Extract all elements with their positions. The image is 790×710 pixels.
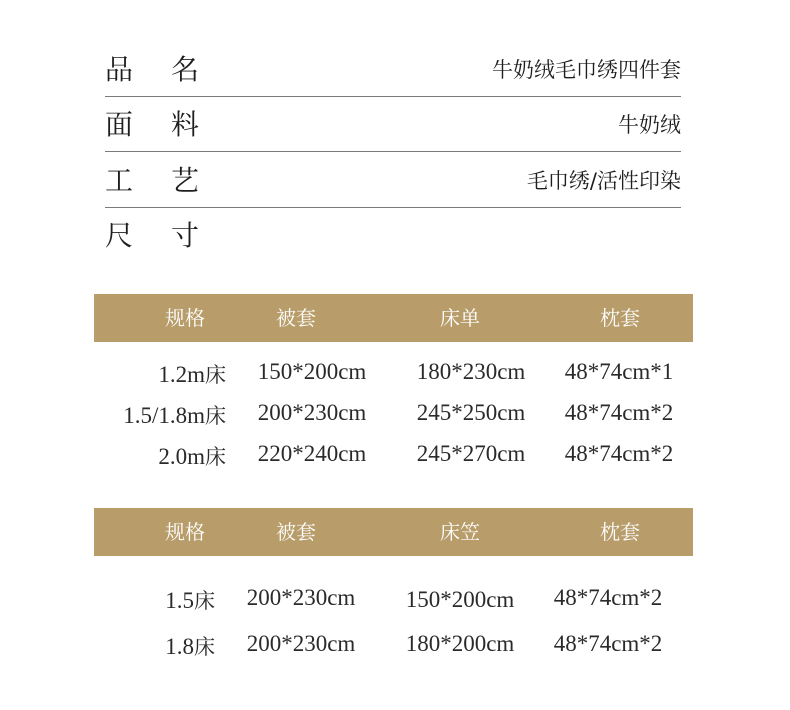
spec-row-fabric bbox=[105, 95, 681, 152]
spec-label-char: 寸 bbox=[171, 219, 200, 252]
spec-value: 毛巾绣/活性印染 bbox=[526, 169, 681, 193]
table1-pillow-cell: 48*74cm*1 bbox=[564, 359, 674, 384]
size-number: 1.5/1.8m bbox=[123, 403, 205, 428]
size-unit: 床 bbox=[205, 363, 226, 387]
table1-size-cell bbox=[158, 441, 226, 471]
size-number: 1.5 bbox=[165, 588, 194, 613]
spec-value: 牛奶绒 bbox=[618, 113, 681, 137]
spec-label-char: 艺 bbox=[171, 164, 200, 197]
table2-fitted-sheet-cell: 180*200cm bbox=[405, 631, 515, 656]
spec-label bbox=[105, 48, 200, 88]
table1-sheet-cell: 180*230cm bbox=[416, 359, 526, 384]
spec-row-size bbox=[105, 206, 681, 262]
table2-pillow-cell: 48*74cm*2 bbox=[553, 585, 663, 610]
spec-label bbox=[105, 159, 200, 199]
spec-row-name bbox=[105, 40, 681, 97]
table2-duvet-cell: 200*230cm bbox=[246, 631, 356, 656]
table2-pillow-cell: 48*74cm*2 bbox=[553, 631, 663, 656]
table2-header-duvet: 被套 bbox=[276, 520, 316, 544]
table2-header-spec: 规格 bbox=[165, 520, 205, 544]
spec-label-char: 工 bbox=[105, 164, 134, 197]
spec-label-char: 尺 bbox=[105, 219, 134, 252]
table1-duvet-cell: 220*240cm bbox=[257, 441, 367, 466]
table1-pillow-cell: 48*74cm*2 bbox=[564, 400, 674, 425]
table1-duvet-cell: 200*230cm bbox=[257, 400, 367, 425]
size-unit: 床 bbox=[194, 589, 215, 613]
table2-size-cell bbox=[165, 631, 215, 661]
spec-value: 牛奶绒毛巾绣四件套 bbox=[492, 58, 681, 82]
spec-label bbox=[105, 214, 200, 254]
table1-header-spec: 规格 bbox=[165, 306, 205, 330]
table2-header-fitted-sheet: 床笠 bbox=[440, 520, 480, 544]
table1-pillow-cell: 48*74cm*2 bbox=[564, 441, 674, 466]
spec-label-char: 面 bbox=[105, 108, 134, 141]
table2-duvet-cell: 200*230cm bbox=[246, 585, 356, 610]
table2-header bbox=[94, 508, 693, 556]
size-number: 2.0m bbox=[158, 444, 205, 469]
spec-row-craft bbox=[105, 151, 681, 208]
table1-sheet-cell: 245*250cm bbox=[416, 400, 526, 425]
size-unit: 床 bbox=[194, 635, 215, 659]
table1-header-duvet: 被套 bbox=[276, 306, 316, 330]
table2-fitted-sheet-cell: 150*200cm bbox=[405, 587, 515, 612]
table1-size-cell bbox=[158, 359, 226, 389]
table1-sheet-cell: 245*270cm bbox=[416, 441, 526, 466]
spec-label-char: 名 bbox=[171, 53, 200, 86]
table1-duvet-cell: 150*200cm bbox=[257, 359, 367, 384]
spec-label-char: 品 bbox=[105, 53, 134, 86]
table2-header-pillow: 枕套 bbox=[600, 520, 640, 544]
size-number: 1.8 bbox=[165, 634, 194, 659]
spec-label bbox=[105, 103, 200, 143]
size-unit: 床 bbox=[205, 404, 226, 428]
table1-header-pillow: 枕套 bbox=[600, 306, 640, 330]
table1-header-sheet: 床单 bbox=[440, 306, 480, 330]
table1-header bbox=[94, 294, 693, 342]
size-number: 1.2m bbox=[158, 362, 205, 387]
table1-size-cell bbox=[123, 400, 226, 430]
size-unit: 床 bbox=[205, 445, 226, 469]
spec-label-char: 料 bbox=[171, 108, 200, 141]
table2-size-cell bbox=[165, 585, 215, 615]
